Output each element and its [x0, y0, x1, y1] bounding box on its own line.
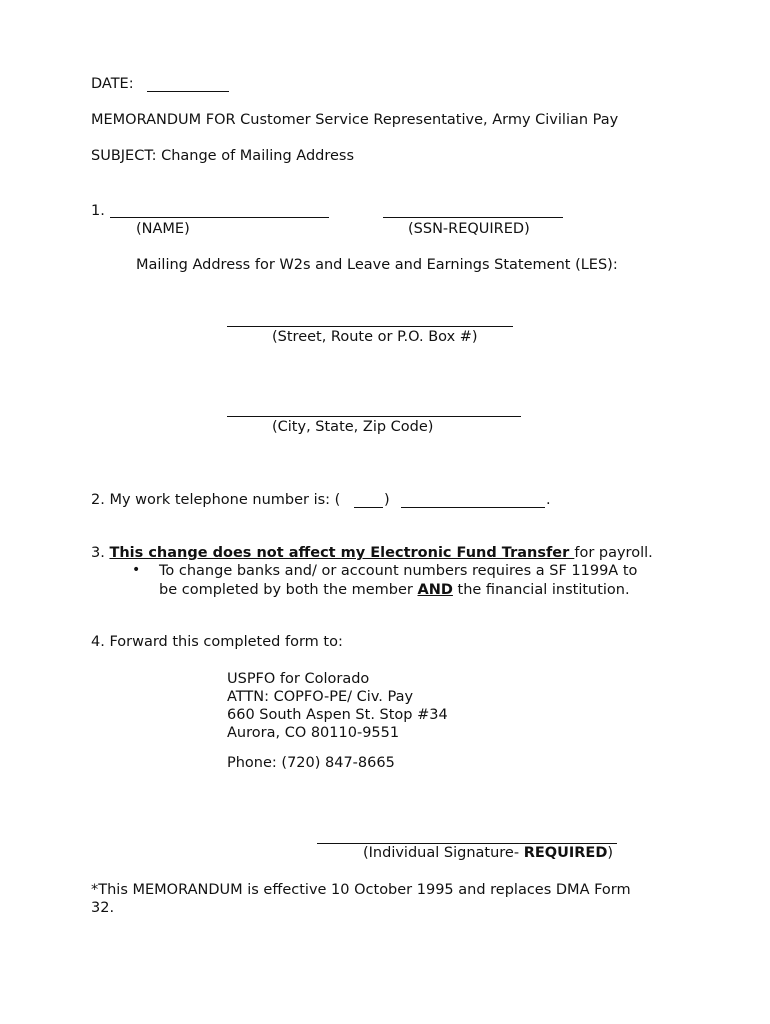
subject-line: SUBJECT: Change of Mailing Address [91, 148, 355, 164]
item3-rest-text: for payroll. [574, 545, 653, 561]
footnote-line-2: 32. [91, 900, 115, 916]
phone-line: Phone: (720) 847-8665 [227, 755, 395, 771]
name-blank-line [110, 217, 329, 218]
signature-caption-b: ) [607, 845, 614, 861]
item3-statement [91, 544, 653, 562]
name-caption: (NAME) [136, 221, 190, 237]
signature-caption-a: (Individual Signature- [363, 845, 524, 861]
address-line: 660 South Aspen St. Stop #34 [227, 707, 448, 723]
item2-close-paren: ) [384, 492, 390, 508]
street-blank-line [227, 326, 513, 327]
city-blank-line [227, 416, 521, 417]
item2-period: . [546, 492, 551, 508]
phone-blank-line [401, 507, 545, 508]
item3-number: 3. [91, 545, 105, 561]
address-line: ATTN: COPFO-PE/ Civ. Pay [227, 689, 414, 705]
area-code-blank-line [354, 507, 383, 508]
ssn-blank-line [383, 217, 563, 218]
bullet-line-2-a: be completed by both the member [159, 582, 418, 598]
bullet-line-2 [159, 581, 630, 599]
date-label: DATE: [91, 76, 134, 92]
date-blank-line [147, 91, 229, 92]
signature-required: REQUIRED [523, 845, 608, 861]
item2-prefix: 2. My work telephone number is: ( [91, 492, 341, 508]
footnote-line-1: *This MEMORANDUM is effective 10 October 1995 and replaces DMA Form [91, 882, 631, 898]
address-line: Aurora, CO 80110-9551 [227, 725, 400, 741]
memorandum-line: MEMORANDUM FOR Customer Service Representative, Army Civilian Pay [91, 112, 619, 128]
item3-bold-text: This change does not affect my Electronic Fund Transfer [109, 545, 575, 561]
item1-number: 1. [91, 203, 105, 219]
street-caption: (Street, Route or P.O. Box #) [272, 329, 478, 345]
city-caption: (City, State, Zip Code) [272, 419, 434, 435]
bullet-line-1: To change banks and/ or account numbers requires a SF 1199A to [159, 563, 638, 579]
bullet-line-2-b: the financial institution. [452, 582, 630, 598]
signature-caption [363, 844, 613, 862]
and-emphasis: AND [417, 582, 453, 598]
bullet-icon: • [132, 562, 141, 578]
ssn-caption: (SSN-REQUIRED) [408, 221, 530, 237]
mailing-address-label: Mailing Address for W2s and Leave and Earnings Statement (LES): [136, 257, 618, 273]
item4-text: 4. Forward this completed form to: [91, 634, 343, 650]
address-line: USPFO for Colorado [227, 671, 370, 687]
